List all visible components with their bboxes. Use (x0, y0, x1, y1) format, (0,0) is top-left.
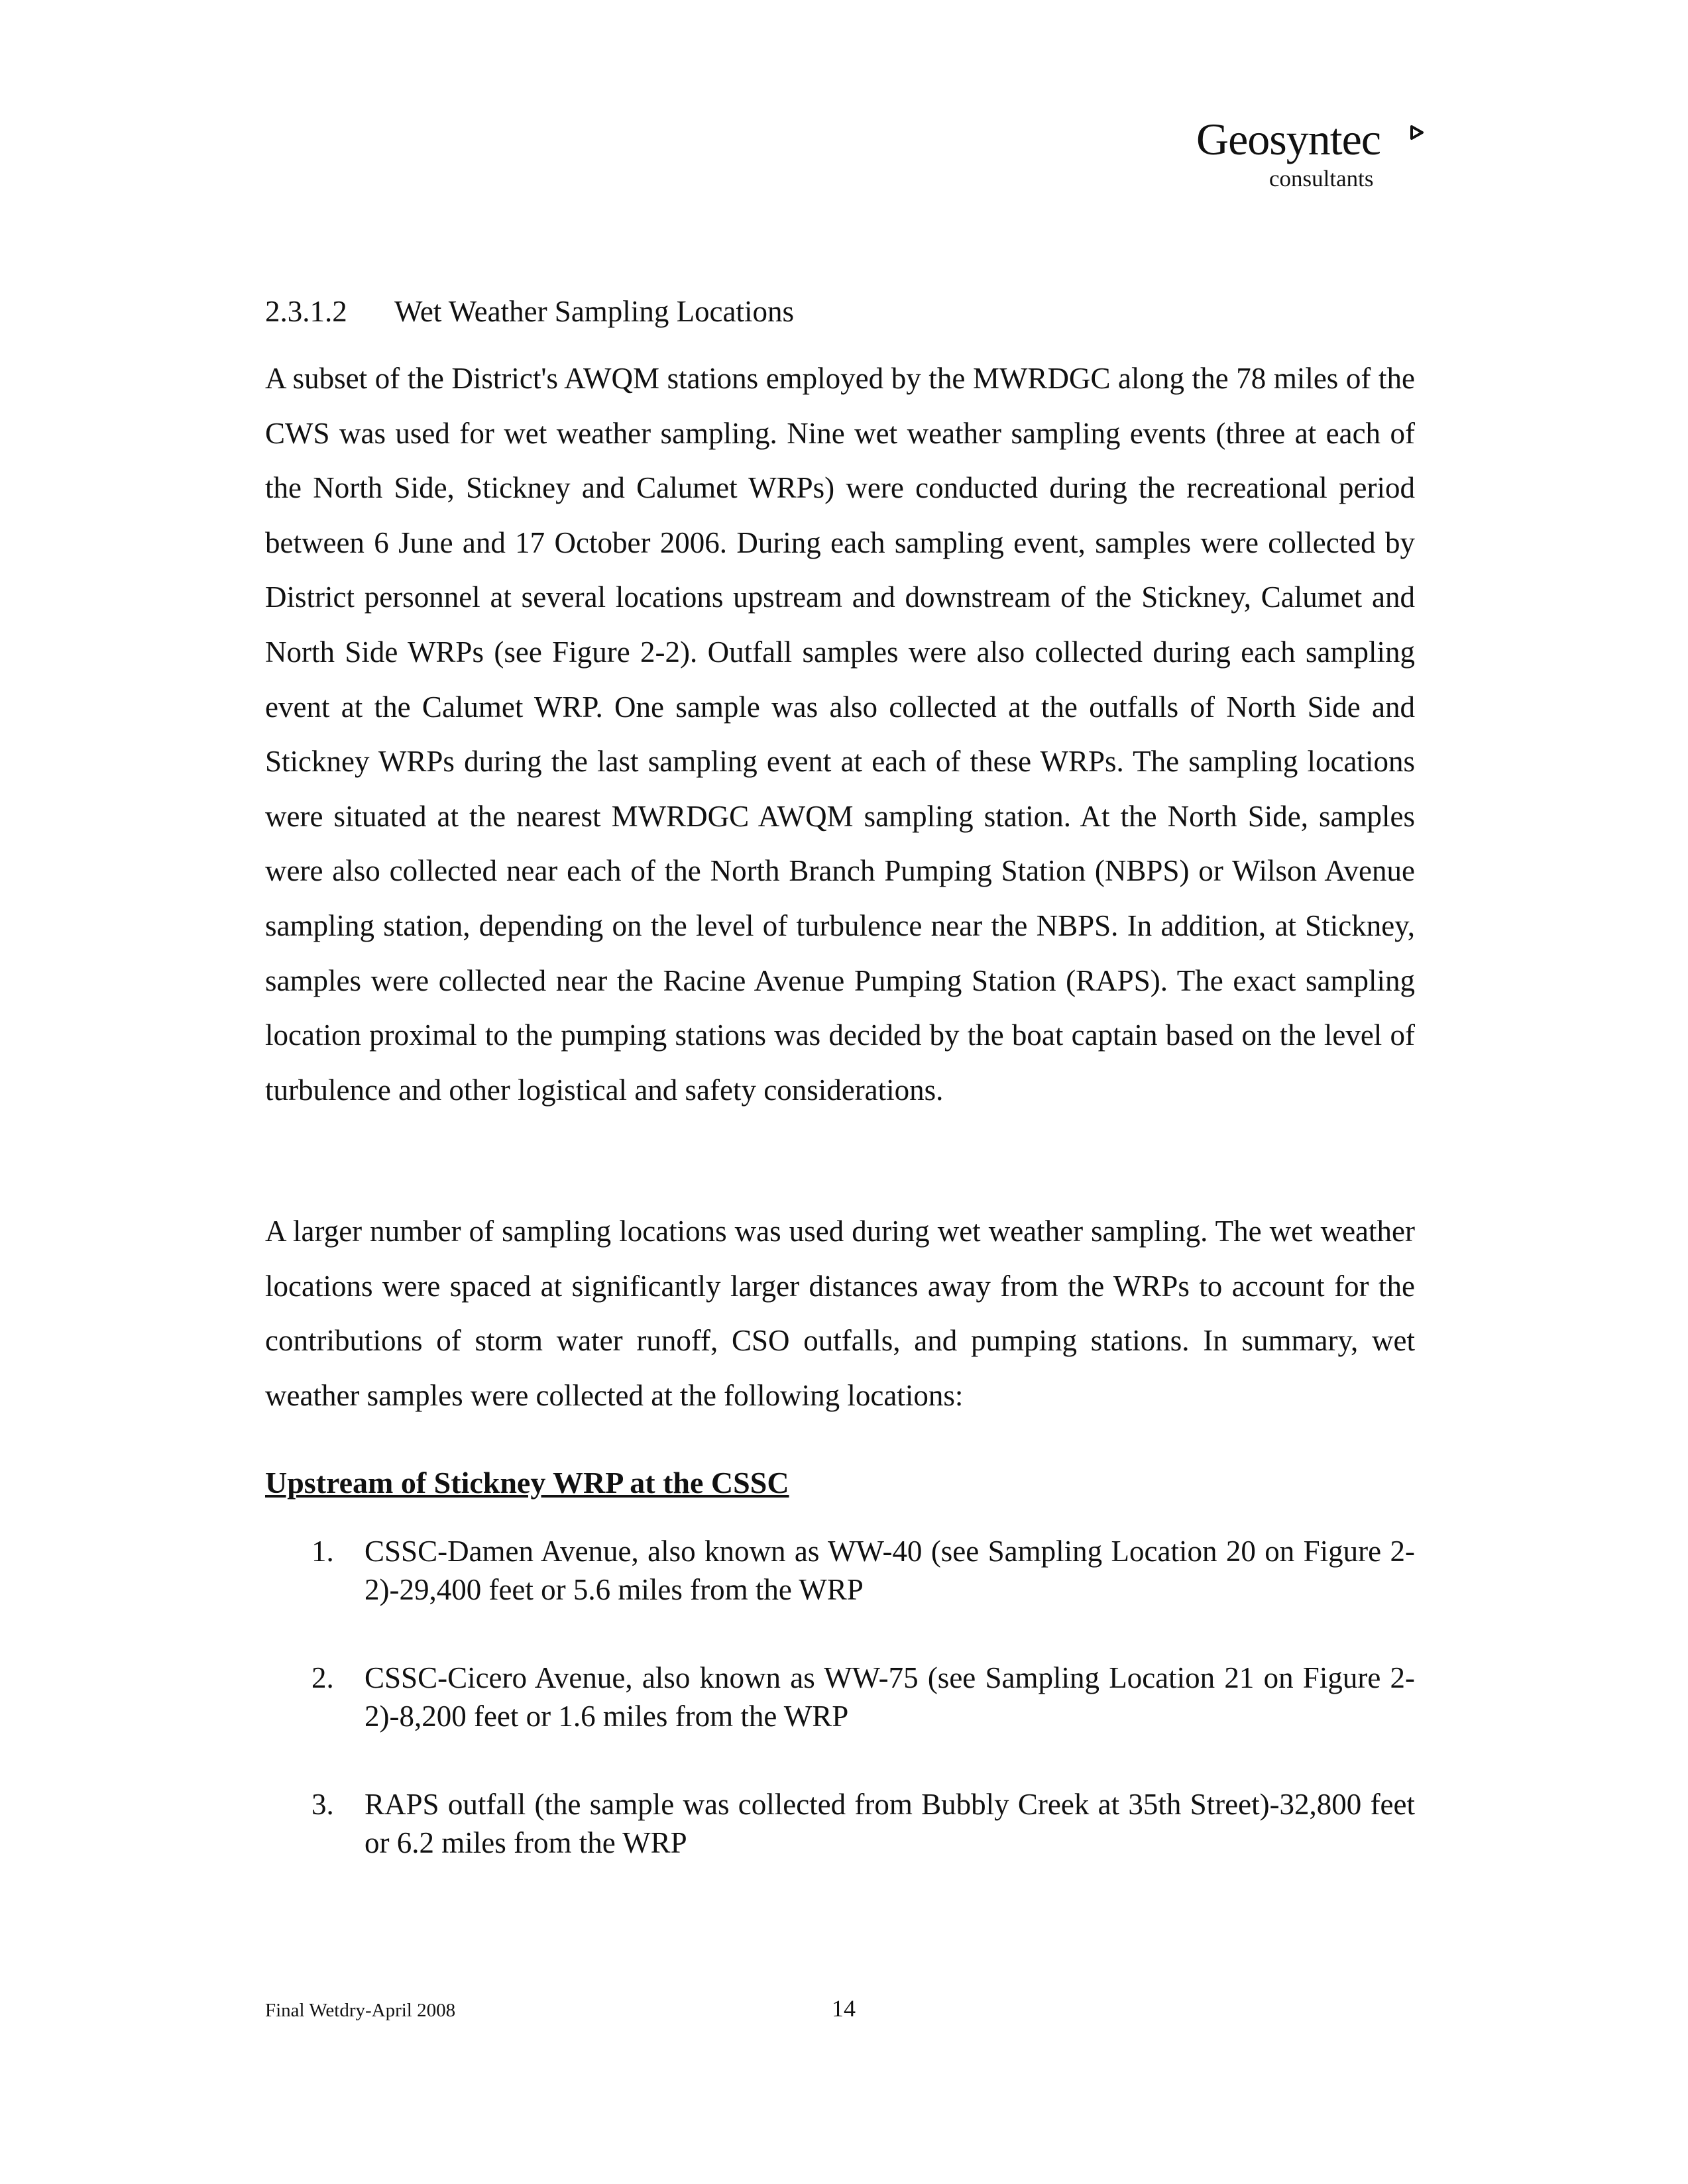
list-text: CSSC-Damen Avenue, also known as WW-40 (see Sampling Location 20 on Figure 2-2)-29,400 feet or 5.6 miles from the WRP (365, 1535, 1415, 1606)
list-text: CSSC-Cicero Avenue, also known as WW-75 (see Sampling Location 21 on Figure 2-2)-8,200 feet or 1.6 miles from the WRP (365, 1661, 1415, 1733)
list-item (311, 1532, 1415, 1609)
location-list (311, 1532, 1415, 1912)
logo-name: Geosyntec (1196, 114, 1381, 164)
list-number: 2. (311, 1661, 334, 1694)
section-title: Wet Weather Sampling Locations (394, 295, 795, 328)
list-item (311, 1785, 1415, 1862)
paragraph-2: A larger number of sampling locations was used during wet weather sampling. The wet weather locations were spaced at significantly larger distances away from the WRPs to account for the contributions of storm water runoff, CSO outfalls, and pumping stations. In summary, wet weather samples were collected at the following locations: (265, 1215, 1415, 1412)
section-number: 2.3.1.2 (265, 295, 347, 328)
list-number: 1. (311, 1535, 334, 1568)
company-logo (1196, 113, 1422, 191)
list-item (311, 1659, 1415, 1735)
list-text: RAPS outfall (the sample was collected from Bubbly Creek at 35th Street)-32,800 feet or 6.2 miles from the WRP (365, 1788, 1415, 1859)
page-number: 14 (832, 1995, 856, 2022)
logo-tagline: consultants (1269, 166, 1374, 191)
subheading: Upstream of Stickney WRP at the CSSC (265, 1466, 789, 1500)
paragraph-1: A subset of the District's AWQM stations employed by the MWRDGC along the 78 miles of the CWS was used for wet weather sampling. Nine wet weather sampling events (three at each of the North Side, Stickney and Calumet WRPs) were conducted during the recreational period between 6 June and 17 October 2006. During each sampling event, samples were collected by District personnel at several locations upstream and downstream of the Stickney, Calumet and North Side WRPs (see Figure 2-2). Outfall samples were also collected during each sampling event at the Calumet WRP. One sample was also collected at the outfalls of North Side and Stickney WRPs during the last sampling event at each of these WRPs. The sampling locations were situated at the nearest MWRDGC AWQM sampling station. At the North Side, samples were also collected near each of the North Branch Pumping Station (NBPS) or Wilson Avenue sampling station, depending on the level of turbulence near the NBPS. In addition, at Stickney, samples were collected near the Racine Avenue Pumping Station (RAPS). The exact sampling location proximal to the pumping stations was decided by the boat captain based on the level of turbulence and other logistical and safety considerations. (265, 362, 1415, 1107)
logo-triangle-icon (1410, 125, 1424, 140)
section-heading (265, 292, 794, 331)
list-number: 3. (311, 1788, 334, 1821)
footer-document-label: Final Wetdry-April 2008 (265, 2000, 456, 2021)
